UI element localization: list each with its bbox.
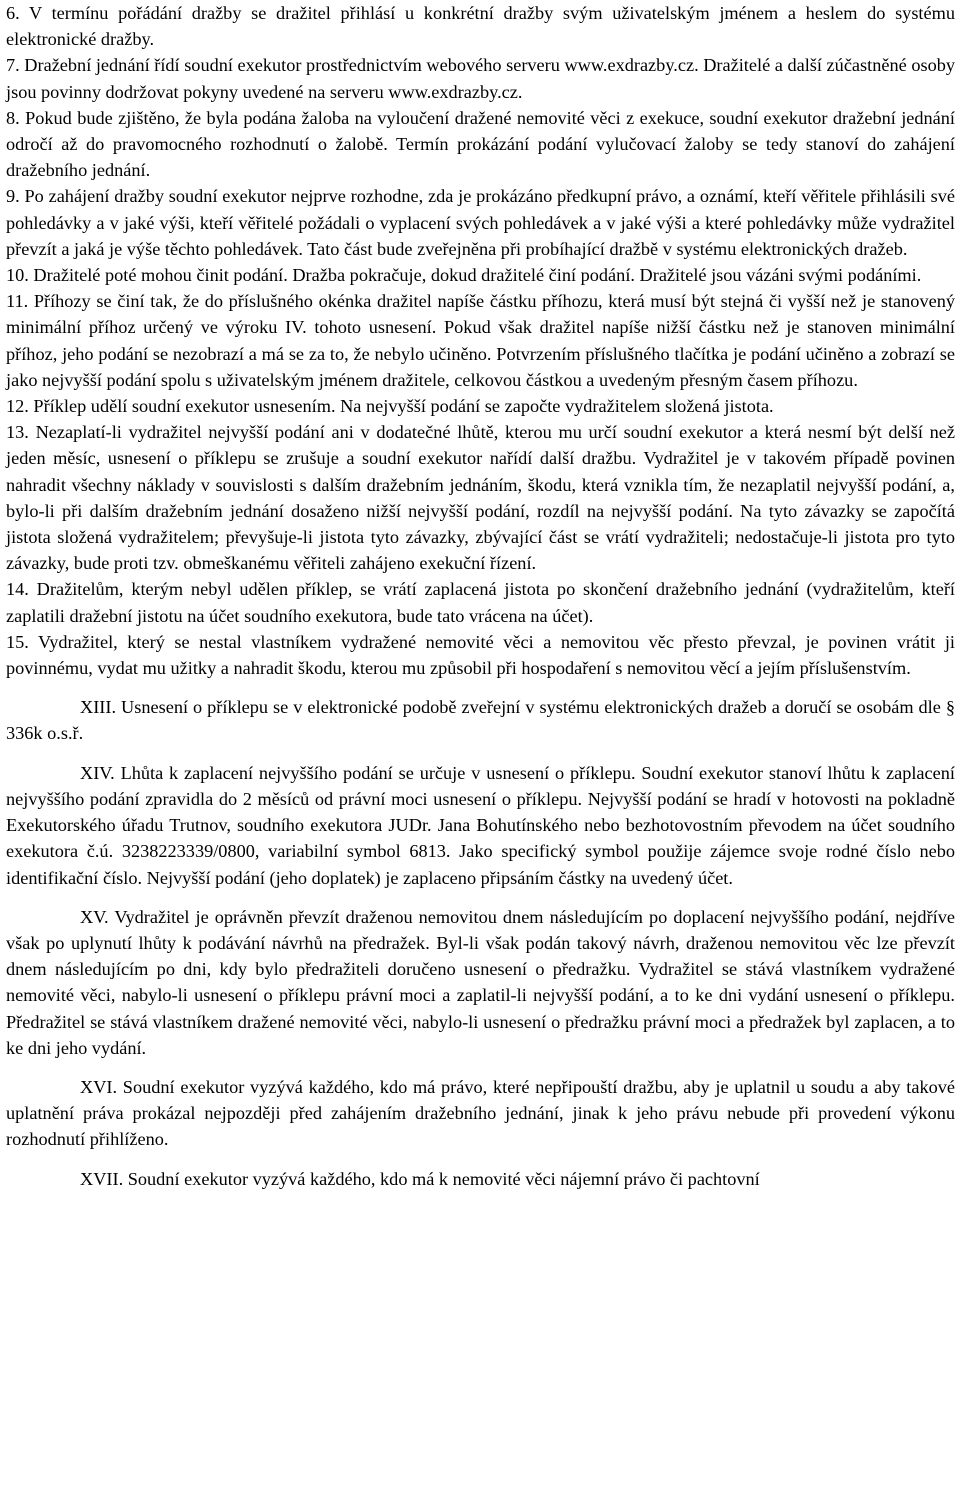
- paragraph-10: 10. Dražitelé poté mohou činit podání. Dražba pokračuje, dokud dražitelé činí podání. Dražitelé jsou vázáni svými podáními.: [6, 265, 922, 286]
- paragraph-11: 11. Příhozy se činí tak, že do příslušného okénka dražitel napíše částku příhozu, která musí být stejná či vyšší než je stanovený minimální příhoz určený ve výroku IV. tohoto usnesení. Pokud však dražitel napíše nižší částku než je stanoven minimální příhoz, jeho podání se nezobrazí a má se za to, že nebylo učiněno. Potvrzením příslušného tlačítka je podání učiněno a zobrazí se jako nejvyšší podání spolu s uživatelským jménem dražitele, celkovou částkou a uvedeným přesným časem příhozu.: [6, 291, 955, 390]
- paragraph-8: 8. Pokud bude zjištěno, že byla podána žaloba na vyloučení dražené nemovité věci z exekuce, soudní exekutor dražební jednání odročí až do pravomocného rozhodnutí o žalobě. Termín prokázání podání vylučovací žaloby se tedy stanoví do zahájení dražebního jednání.: [6, 107, 955, 181]
- section-xv: XV. Vydražitel je oprávněn převzít draženou nemovitou dnem následujícím po doplacení nejvyššího podání, nejdříve však po uplynutí lhůty k podávání návrhů na předražek. Byl-li však podán takový návrh, draženou nemovitou věc lze převzít dnem následujícím po dni, kdy bylo předražiteli doručeno usnesení o předražku. Vydražitel se stává vlastníkem vydražené nemovité věci, nabylo-li usnesení o příklepu právní moci a zaplatil-li nejvyšší podání, a to ke dni vydání usnesení o příklepu. Předražitel se stává vlastníkem dražené nemovité věci, nabylo-li usnesení o předražku právní moci a předražek byl zaplacen, a to ke dni jeho vydání.: [6, 906, 955, 1058]
- paragraph-14: 14. Dražitelům, kterým nebyl udělen příklep, se vrátí zaplacená jistota po skončení dražebního jednání (vydražitelům, kteří zaplatili dražební jistotu na účet soudního exekutora, bude tato vrácena na účet).: [6, 579, 955, 626]
- paragraph-15: 15. Vydražitel, který se nestal vlastníkem vydražené nemovité věci a nemovitou věc přesto převzal, je povinen vrátit ji povinnému, vydat mu užitky a nahradit škodu, kterou mu způsobil při hospodaření s nemovitou věcí a jejím příslušenstvím.: [6, 631, 955, 679]
- section-gap: [6, 1153, 955, 1166]
- section-xiv: XIV. Lhůta k zaplacení nejvyššího podání se určuje v usnesení o příklepu. Soudní exekutor stanoví lhůtu k zaplacení nejvyššího podání zpravidla do 2 měsíců od právní moci usnesení o příklepu. Nejvyšší podání se hradí v hotovosti na pokladně Exekutorského úřadu Trutnov, soudního exekutora JUDr. Jana Bohutínského nebo bezhotovostním převodem na účet soudního exekutora č.ú. 3238223339/0800, variabilní symbol 6813. Jako specifický symbol použije zájemce svoje rodné číslo nebo identifikační číslo. Nejvyšší podání (jeho doplatek) je zaplaceno připsáním částky na uvedený účet.: [6, 762, 955, 888]
- section-xvi: XVI. Soudní exekutor vyzývá každého, kdo má právo, které nepřipouští dražbu, aby je uplatnil u soudu a aby takové uplatnění práva prokázal nejpozději před zahájením dražebního jednání, jinak k jeho právu nebude při provedení výkonu rozhodnutí přihlíženo.: [6, 1076, 955, 1150]
- paragraph-6: 6. V termínu pořádání dražby se dražitel přihlásí u konkrétní dražby svým uživatelským jménem a heslem do systému elektronické dražby.: [6, 3, 955, 50]
- section-xiii: XIII. Usnesení o příklepu se v elektronické podobě zveřejní v systému elektronických dražeb a doručí se osobám dle § 336k o.s.ř.: [6, 697, 955, 744]
- paragraph-7: 7. Dražební jednání řídí soudní exekutor prostřednictvím webového serveru www.exdrazby.cz. Dražitelé a další zúčastněné osoby jsou povinny dodržovat pokyny uvedené na serveru www.exdrazby.cz.: [6, 55, 955, 102]
- paragraph-12: 12. Příklep udělí soudní exekutor usnesením. Na nejvyšší podání se započte vydražitelem složená jistota.: [6, 396, 774, 417]
- section-gap: [6, 1061, 955, 1074]
- paragraph-9: 9. Po zahájení dražby soudní exekutor nejprve rozhodne, zda je prokázáno předkupní právo, a oznámí, kteří věřitele přihlásili své pohledávky a v jaké výši, kteří věřitelé požádali o vyplacení svých pohledávek a v jaké výši a které pohledávky může vydražitel převzít a jaká je výše těchto pohledávek. Tato část bude zveřejněna při probíhající dražbě v systému elektronických dražeb.: [6, 186, 955, 259]
- section-gap: [6, 891, 955, 904]
- paragraph-13: 13. Nezaplatí-li vydražitel nejvyšší podání ani v dodatečné lhůtě, kterou mu určí soudní exekutor a která nesmí být delší než jeden měsíc, usnesení o příklepu se zrušuje a soudní exekutor nařídí další dražbu. Vydražitel je v takovém případě povinen nahradit všechny náklady v souvislosti s dalším dražebním jednáním, škodu, která vznikla tím, že nezaplatil nejvyšší podání, a, bylo-li při dalším dražebním jednání dosaženo nižší nejvyšší podání, rozdíl na nejvyšší podání. Na tyto závazky se započítá jistota složená vydražitelem; převyšuje-li jistota tyto závazky, zbývající část se vrátí vydražiteli; nedostačuje-li jistota pro tyto závazky, bude proti tzv. obmeškanému věřiteli zahájeno exekuční řízení.: [6, 422, 955, 574]
- section-gap: [6, 681, 955, 694]
- section-xvii: XVII. Soudní exekutor vyzývá každého, kdo má k nemovité věci nájemní právo či pachtovní: [80, 1168, 760, 1189]
- section-gap: [6, 747, 955, 760]
